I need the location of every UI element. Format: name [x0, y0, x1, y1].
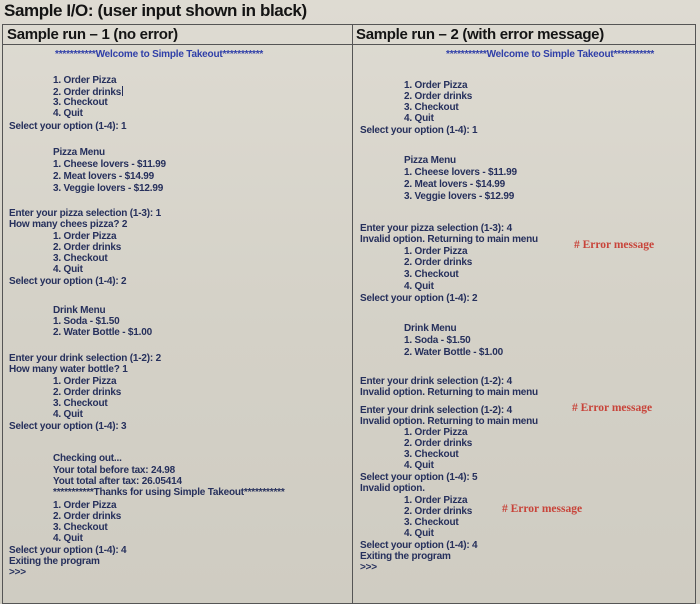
- console-line: 2. Order drinks: [53, 87, 122, 98]
- error-message-note: # Error message: [574, 239, 655, 251]
- console-line: Enter your drink selection (1-2): 2: [9, 353, 161, 364]
- console-line: 1. Order Pizza: [53, 75, 117, 86]
- console-line: 1. Soda - $1.50: [404, 335, 471, 346]
- sample-run-2-header: Sample run – 2 (with error message): [352, 25, 695, 45]
- console-line: 4. Quit: [404, 113, 434, 124]
- console-line: 3. Checkout: [404, 449, 459, 460]
- console-line: 3. Checkout: [404, 102, 459, 113]
- console-line: 1. Order Pizza: [53, 231, 117, 242]
- console-line: How many chees pizza? 2: [9, 219, 128, 230]
- console-line: 3. Checkout: [53, 253, 108, 264]
- console-line: Pizza Menu: [404, 155, 456, 166]
- console-line: Select your option (1-4): 1: [360, 125, 478, 136]
- sample-run-2-column: [352, 25, 695, 603]
- console-line: 3. Checkout: [53, 398, 108, 409]
- text-cursor: [122, 86, 123, 96]
- console-line: Select your option (1-4): 3: [9, 421, 127, 432]
- welcome-banner: ***********Welcome to Simple Takeout***********: [55, 49, 264, 60]
- console-line: 1. Order Pizza: [404, 495, 468, 506]
- console-line: Select your option (1-4): 5: [360, 472, 478, 483]
- console-line: 4. Quit: [53, 108, 83, 119]
- console-line: Your total before tax: 24.98: [53, 465, 176, 476]
- console-line: 2. Water Bottle - $1.00: [53, 327, 152, 338]
- console-line: Select your option (1-4): 2: [360, 293, 478, 304]
- console-line: How many water bottle? 1: [9, 364, 128, 375]
- console-line: 2. Order drinks: [404, 506, 473, 517]
- console-line: 1. Order Pizza: [404, 80, 468, 91]
- console-line: Yout total after tax: 26.05414: [53, 476, 182, 487]
- console-line: 4. Quit: [404, 460, 434, 471]
- console-line: 3. Veggie lovers - $12.99: [404, 191, 515, 202]
- console-line: 4. Quit: [404, 528, 434, 539]
- error-message-note: # Error message: [502, 503, 583, 515]
- console-line: 2. Meat lovers - $14.99: [53, 171, 155, 182]
- console-line: Enter your pizza selection (1-3): 1: [9, 208, 161, 219]
- console-line: Drink Menu: [404, 323, 457, 334]
- console-line: 3. Checkout: [53, 522, 108, 533]
- console-line: 3. Checkout: [53, 97, 108, 108]
- console-line: 2. Order drinks: [53, 242, 122, 253]
- console-line: 4. Quit: [53, 533, 83, 544]
- console-line: 4. Quit: [53, 409, 83, 420]
- console-line: 4. Quit: [404, 281, 434, 292]
- console-line: >>>: [360, 562, 377, 573]
- console-line: 1. Order Pizza: [53, 500, 117, 511]
- console-line: 1. Order Pizza: [53, 376, 117, 387]
- console-line: Checking out...: [53, 453, 122, 464]
- console-line: ***********Thanks for using Simple Takeout***********: [53, 487, 285, 498]
- console-line: 2. Order drinks: [53, 387, 122, 398]
- console-line: Enter your drink selection (1-2): 4: [360, 405, 512, 416]
- console-line: Invalid option. Returning to main menu: [360, 416, 538, 427]
- console-line: >>>: [9, 567, 26, 578]
- console-line: Exiting the program: [360, 551, 451, 562]
- console-line: 1. Cheese lovers - $11.99: [53, 159, 166, 170]
- error-message-note: # Error message: [572, 402, 653, 414]
- console-line: 3. Checkout: [404, 269, 459, 280]
- console-line: 4. Quit: [53, 264, 83, 275]
- page-heading: Sample I/O: (user input shown in black): [4, 1, 307, 20]
- console-line: 2. Order drinks: [404, 438, 473, 449]
- console-line: Invalid option. Returning to main menu: [360, 387, 538, 398]
- console-line: 2. Meat lovers - $14.99: [404, 179, 506, 190]
- console-line: Select your option (1-4): 4: [9, 545, 127, 556]
- console-line: Exiting the program: [9, 556, 100, 567]
- console-line: Invalid option. Returning to main menu: [360, 234, 538, 245]
- console-line: 3. Checkout: [404, 517, 459, 528]
- console-line: Invalid option.: [360, 483, 425, 494]
- console-line: Select your option (1-4): 1: [9, 121, 127, 132]
- console-line: Select your option (1-4): 2: [9, 276, 127, 287]
- welcome-banner: ***********Welcome to Simple Takeout***********: [446, 49, 655, 60]
- console-line: 1. Order Pizza: [404, 246, 468, 257]
- console-line: 1. Order Pizza: [404, 427, 468, 438]
- sample-run-1-header: Sample run – 1 (no error): [3, 25, 352, 45]
- console-line: Select your option (1-4): 4: [360, 540, 478, 551]
- console-line: 2. Order drinks: [53, 511, 122, 522]
- console-line: Drink Menu: [53, 305, 106, 316]
- console-line: 2. Order drinks: [404, 257, 473, 268]
- console-line: 2. Order drinks: [404, 91, 473, 102]
- console-line: 3. Veggie lovers - $12.99: [53, 183, 164, 194]
- sample-io-table: [2, 24, 696, 604]
- console-line: 1. Cheese lovers - $11.99: [404, 167, 517, 178]
- console-line: Enter your pizza selection (1-3): 4: [360, 223, 512, 234]
- console-line: Pizza Menu: [53, 147, 105, 158]
- console-line: Enter your drink selection (1-2): 4: [360, 376, 512, 387]
- console-line: 2. Water Bottle - $1.00: [404, 347, 503, 358]
- console-line: 1. Soda - $1.50: [53, 316, 120, 327]
- sample-run-1-column: [3, 25, 353, 603]
